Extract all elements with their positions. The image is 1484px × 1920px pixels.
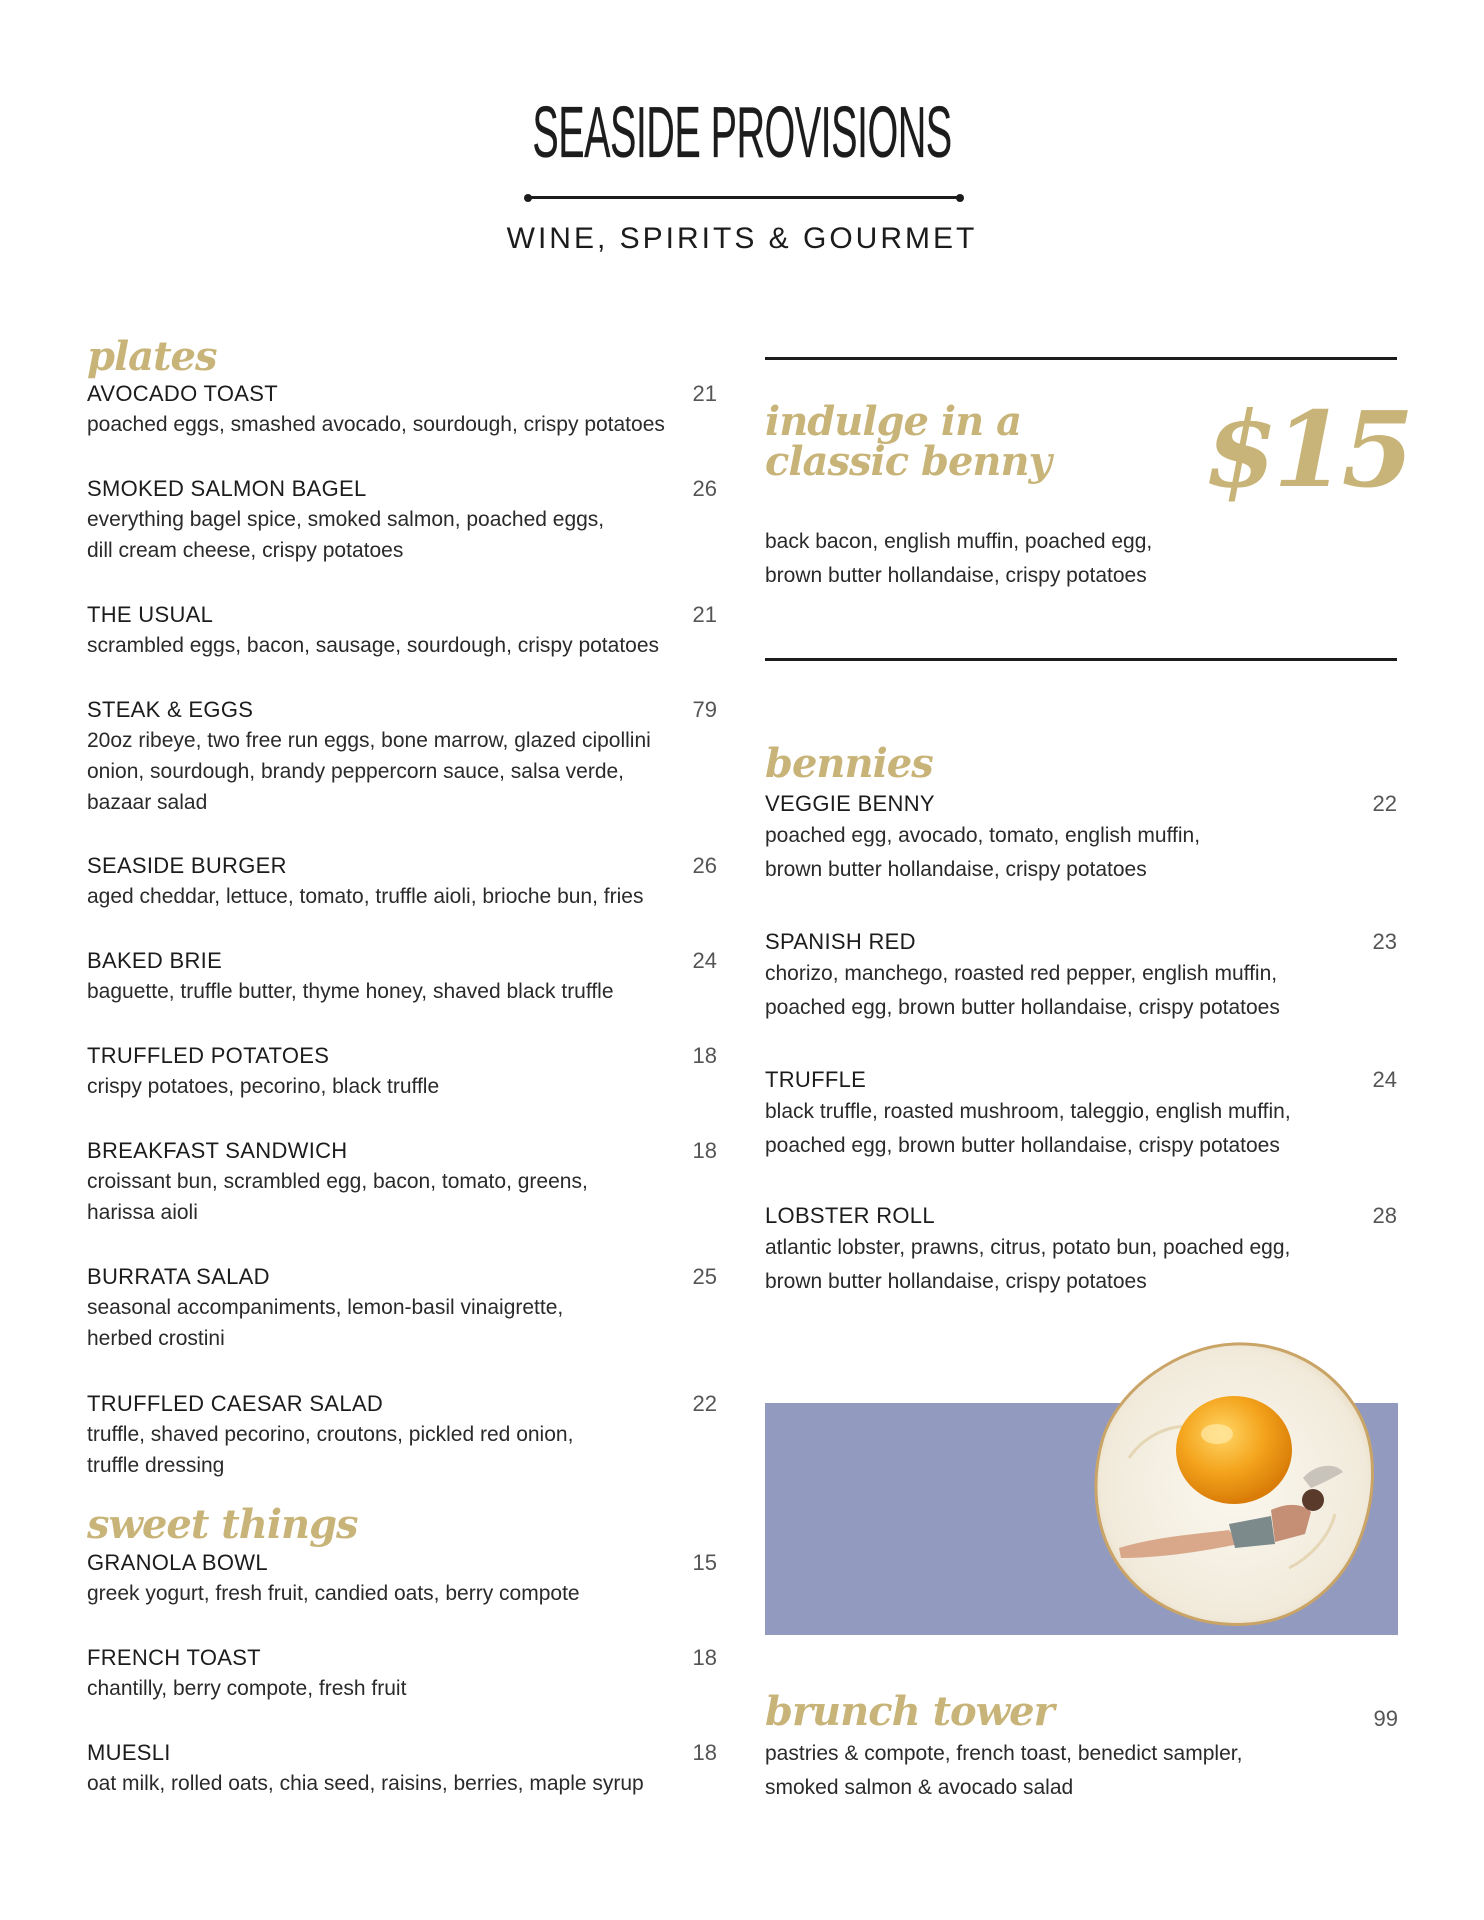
item-price: 25 (692, 1264, 717, 1289)
item-name: GRANOLA BOWL (87, 1550, 268, 1575)
item-description: crispy potatoes, pecorino, black truffle (87, 1075, 440, 1098)
promo-price: $15 (1204, 388, 1410, 511)
item-price: 15 (692, 1550, 717, 1575)
item-name: VEGGIE BENNY (765, 791, 935, 816)
item-price: 26 (692, 476, 717, 501)
section-title-brunch-tower: brunch tower (765, 1688, 1054, 1735)
item-name: FRENCH TOAST (87, 1645, 261, 1670)
menu-item (87, 1138, 717, 1228)
item-description: oat milk, rolled oats, chia seed, raisins, berries, maple syrup (87, 1772, 644, 1795)
promo-title: indulge in a classic benny (765, 398, 1051, 485)
menu-item (87, 697, 717, 818)
item-price: 23 (1372, 929, 1397, 954)
item-name: LOBSTER ROLL (765, 1203, 935, 1228)
item-price: 18 (692, 1043, 717, 1068)
item-name: TRUFFLED CAESAR SALAD (87, 1391, 384, 1416)
item-name: TRUFFLED POTATOES (87, 1043, 330, 1068)
menu-item (765, 791, 1397, 887)
section-title-bennies: bennies (765, 740, 933, 787)
item-description: greek yogurt, fresh fruit, candied oats, berry compote (87, 1582, 580, 1605)
item-description: poached eggs, smashed avocado, sourdough, crispy potatoes (87, 413, 665, 436)
item-price: 18 (692, 1138, 717, 1163)
item-name: SPANISH RED (765, 929, 916, 954)
menu-item (87, 1264, 717, 1354)
menu-item (87, 948, 717, 1007)
item-name: BAKED BRIE (87, 948, 223, 973)
item-description: scrambled eggs, bacon, sausage, sourdough, crispy potatoes (87, 634, 660, 657)
promo-description: back bacon, english muffin, poached egg, brown butter hollandaise, crispy potatoes (765, 530, 1153, 587)
menu-item (87, 1550, 717, 1609)
item-price: 99 (1373, 1706, 1398, 1731)
item-name: THE USUAL (87, 602, 214, 627)
menu-item (87, 1391, 717, 1481)
item-description: poached egg, avocado, tomato, english muffin, brown butter hollandaise, crispy potatoes (765, 824, 1201, 881)
item-price: 22 (692, 1391, 717, 1416)
item-price: 22 (1372, 791, 1397, 816)
item-name: BURRATA SALAD (87, 1264, 270, 1289)
item-description: 20oz ribeye, two free run eggs, bone marrow, glazed cipollini onion, sourdough, brandy peppercorn sauce, salsa verde, bazaar salad (87, 729, 651, 814)
menu-item (87, 381, 717, 440)
item-description: baguette, truffle butter, thyme honey, shaved black truffle (87, 980, 614, 1003)
item-description: croissant bun, scrambled egg, bacon, tomato, greens, harissa aioli (87, 1170, 588, 1224)
brand-title: SEASIDE PROVISIONS (532, 93, 952, 173)
brand-subtitle: WINE, SPIRITS & GOURMET (506, 222, 978, 255)
brand-rule (528, 196, 960, 199)
item-price: 21 (692, 381, 717, 406)
menu-item (87, 1740, 717, 1799)
item-name: AVOCADO TOAST (87, 381, 278, 406)
item-description: chorizo, manchego, roasted red pepper, english muffin, poached egg, brown butter hollandaise, crispy potatoes (765, 962, 1280, 1019)
item-description: aged cheddar, lettuce, tomato, truffle aioli, brioche bun, fries (87, 885, 644, 908)
item-price: 21 (692, 602, 717, 627)
menu-item (765, 1203, 1397, 1299)
item-description: everything bagel spice, smoked salmon, poached eggs, dill cream cheese, crispy potatoes (87, 508, 605, 562)
item-price: 79 (692, 697, 717, 722)
item-price: 26 (692, 853, 717, 878)
menu-item (87, 853, 717, 912)
promo-rule-top (765, 357, 1397, 360)
item-name: MUESLI (87, 1740, 171, 1765)
menu-item (765, 929, 1397, 1025)
section-title-sweet-things: sweet things (87, 1501, 358, 1548)
item-price: 18 (692, 1645, 717, 1670)
promo-rule-bottom (765, 658, 1397, 661)
item-name: BREAKFAST SANDWICH (87, 1138, 348, 1163)
item-price: 24 (1372, 1067, 1397, 1092)
item-price: 24 (692, 948, 717, 973)
item-name: TRUFFLE (765, 1067, 867, 1092)
menu-item (765, 1067, 1397, 1163)
item-price: 18 (692, 1740, 717, 1765)
item-description: truffle, shaved pecorino, croutons, pickled red onion, truffle dressing (87, 1423, 574, 1477)
item-description: chantilly, berry compote, fresh fruit (87, 1677, 407, 1700)
item-name: SMOKED SALMON BAGEL (87, 476, 367, 501)
item-name: SEASIDE BURGER (87, 853, 287, 878)
item-description: black truffle, roasted mushroom, taleggio, english muffin, poached egg, brown butter hollandaise, crispy potatoes (765, 1100, 1291, 1157)
menu-item (87, 476, 717, 566)
item-name: STEAK & EGGS (87, 697, 254, 722)
menu-item (87, 602, 717, 661)
item-description: pastries & compote, french toast, benedict sampler, smoked salmon & avocado salad (765, 1742, 1243, 1799)
fried-egg-image (1089, 1338, 1379, 1628)
item-description: atlantic lobster, prawns, citrus, potato bun, poached egg, brown butter hollandaise, crispy potatoes (765, 1236, 1291, 1293)
item-description: seasonal accompaniments, lemon-basil vinaigrette, herbed crostini (87, 1296, 564, 1350)
section-title-plates: plates (87, 333, 217, 380)
menu-item (87, 1043, 717, 1102)
item-price: 28 (1372, 1203, 1397, 1228)
menu-item (87, 1645, 717, 1704)
